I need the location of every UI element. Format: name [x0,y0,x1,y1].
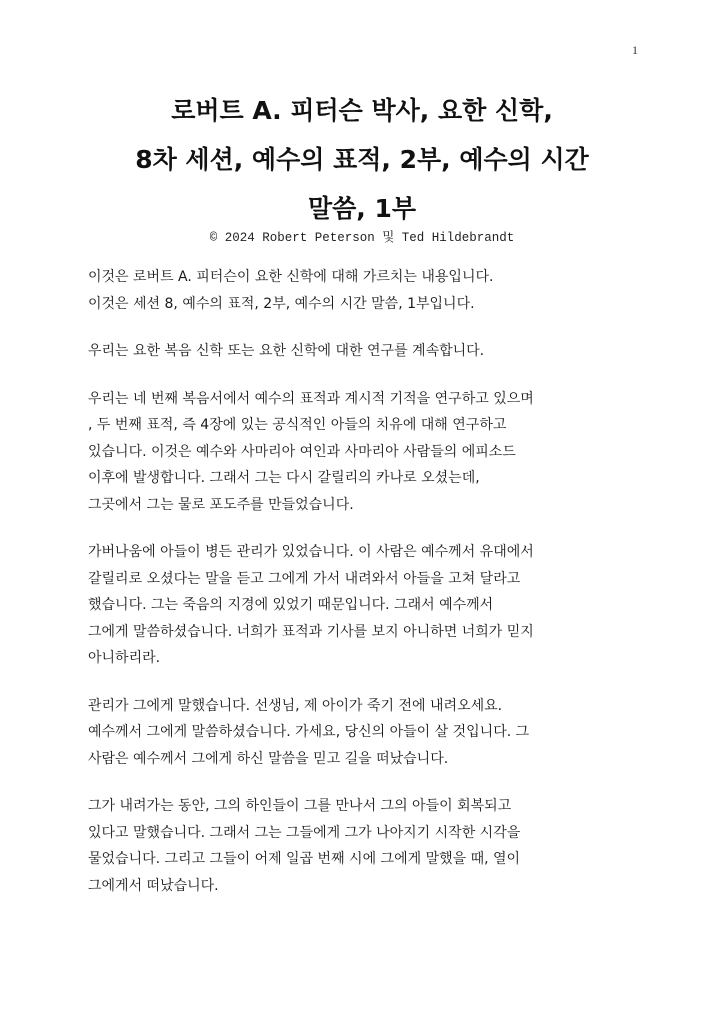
body-text [88,264,648,920]
text-line: 이것은 세션 8, 예수의 표적, 2부, 예수의 시간 말씀, 1부입니다. [88,295,475,312]
paragraph-1 [88,264,648,317]
paragraph-6 [88,793,648,899]
text-line: 물었습니다. 그리고 그들이 어제 일곱 번째 시에 그에게 말했을 때, 열이 [88,851,521,867]
text-line: 그곳에서 그는 물로 포도주를 만들었습니다. [88,496,354,513]
copyright-notice: © 2024 Robert Peterson 및 Ted Hildebrandt [209,231,515,245]
text-line: 사람은 예수께서 그에게 하신 말씀을 믿고 길을 떠났습니다. [88,750,449,767]
text-line: 이후에 발생합니다. 그래서 그는 다시 갈릴리의 카나로 오셨는데, [88,470,480,486]
text-line: 있다고 말했습니다. 그래서 그는 그들에게 그가 나아지기 시작한 시각을 [88,824,521,841]
paragraph-5 [88,693,648,773]
text-line: 갈릴리로 오셨다는 말을 듣고 그에게 가서 내려와서 아들을 고쳐 달라고 [88,570,521,587]
text-line: , 두 번째 표적, 즉 4장에 있는 공식적인 아들의 치유에 대해 연구하고 [88,417,507,433]
text-line: 그에게 말씀하셨습니다. 너희가 표적과 기사를 보지 아니하면 너희가 믿지 [88,623,534,640]
text-line: 관리가 그에게 말했습니다. 선생님, 제 아이가 죽기 전에 내려오세요. [88,697,503,714]
text-line: 예수께서 그에게 말씀하셨습니다. 가세요, 당신의 아들이 살 것입니다. 그 [88,724,530,740]
title-line-3: 말씀, 1부 [307,194,417,223]
text-line: 우리는 요한 복음 신학 또는 요한 신학에 대한 연구를 계속합니다. [88,343,485,359]
paragraph-4 [88,539,648,672]
document-title [60,86,664,233]
text-line: 우리는 네 번째 복음서에서 예수의 표적과 계시적 기적을 연구하고 있으며 [88,390,534,407]
text-line: 그가 내려가는 동안, 그의 하인들이 그를 만나서 그의 아들이 회복되고 [88,798,512,814]
title-line-1: 로버트 A. 피터슨 박사, 요한 신학, [171,96,553,125]
text-line: 가버나움에 아들이 병든 관리가 있었습니다. 이 사람은 예수께서 유대에서 [88,544,534,560]
text-line: 이것은 로버트 A. 피터슨이 요한 신학에 대해 가르치는 내용입니다. [88,269,494,285]
title-line-2: 8차 세션, 예수의 표적, 2부, 예수의 시간 [135,145,589,174]
paragraph-2 [88,338,648,365]
text-line: 있습니다. 이것은 예수와 사마리아 여인과 사마리아 사람들의 에피소드 [88,443,516,460]
paragraph-3 [88,386,648,519]
text-line: 그에게서 떠났습니다. [88,877,219,894]
text-line: 했습니다. 그는 죽음의 지경에 있었기 때문입니다. 그래서 예수께서 [88,597,494,613]
page-number: 1 [632,43,638,57]
text-line: 아니하리라. [88,650,161,666]
